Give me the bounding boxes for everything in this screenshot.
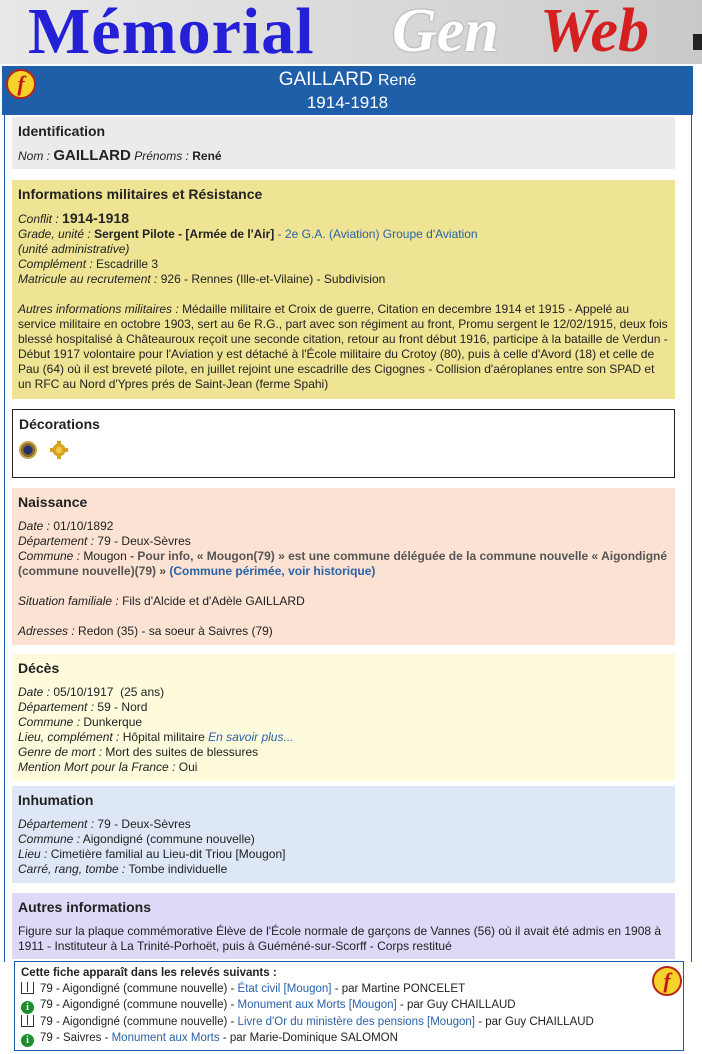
lieu-value: Cimetière familial au Lieu-dit Triou [Mougon] (50, 847, 286, 861)
deces-date-line (18, 685, 669, 700)
section-title: Inhumation (18, 792, 94, 808)
releve-row (21, 981, 677, 997)
commune-history-link[interactable]: (Commune périmée, voir historique) (169, 564, 376, 578)
deces-section (12, 654, 675, 781)
date-label: Date : (18, 519, 51, 533)
complement-value: Escadrille 3 (96, 257, 159, 271)
mention-value: Oui (178, 760, 198, 774)
dept-value: 59 - Nord (97, 700, 148, 714)
carre-label: Carré, rang, tombe : (18, 862, 126, 876)
section-title: Naissance (18, 494, 88, 510)
nom-label: Nom : (18, 149, 51, 163)
inhumation-section (12, 786, 675, 883)
autres-text: Figure sur la plaque commémorative Élève de l'École normale de garçons de Vannes (56) où il avait été admis en 1908 à 1911 - Instituteur à La Trinité-Porhoët, puis à Guéméné-sur-Scorff - Corps restitué (18, 924, 662, 953)
grade-value: Sergent Pilote - [Armée de l'Air] (94, 227, 275, 241)
matricule-line (18, 272, 669, 287)
releve-link[interactable]: Monument aux Morts (111, 1032, 220, 1044)
situation-label: Situation familiale : (18, 594, 119, 608)
releve-place: 79 - Aigondigné (commune nouvelle) - (40, 1016, 235, 1028)
date-label: Date : (18, 685, 51, 699)
mention-label: Mention Mort pour la France : (18, 760, 176, 774)
date-value: 01/10/1892 (53, 519, 114, 533)
record-years: 1914-1918 (306, 93, 389, 112)
lieu-value: Hôpital militaire (122, 730, 205, 744)
releve-row (21, 1030, 677, 1047)
inhum-dept-line (18, 817, 669, 832)
conflit-value: 1914-1918 (62, 210, 129, 226)
lieu-label: Lieu, complément : (18, 730, 120, 744)
identification-section (12, 117, 675, 169)
dept-value: 79 - Deux-Sèvres (97, 817, 191, 831)
facebook-icon[interactable]: f (652, 966, 682, 996)
dept-label: Département : (18, 817, 95, 831)
releve-author: - par Martine PONCELET (334, 983, 466, 995)
releves-box (14, 961, 684, 1051)
section-title: Décorations (19, 416, 100, 432)
military-section (12, 180, 675, 399)
complement-line (18, 257, 669, 272)
releve-row (21, 997, 677, 1014)
en-savoir-plus-link[interactable]: En savoir plus... (208, 730, 294, 744)
autres-informations-section (12, 893, 675, 959)
mention-line (18, 760, 669, 775)
banner-edge-mark (693, 34, 702, 50)
carre-value: Tombe individuelle (128, 862, 228, 876)
adresses-line (18, 624, 669, 639)
dept-label: Département : (18, 534, 95, 548)
adresses-value: Redon (35) - sa soeur à Saivres (79) (78, 624, 273, 638)
inhum-commune-line (18, 832, 669, 847)
facebook-icon[interactable]: f (6, 69, 36, 99)
unit-note: (unité administrative) (18, 242, 130, 256)
autres-militaire-line (18, 302, 669, 392)
autres-militaire-label: Autres informations militaires : (18, 302, 179, 316)
conflit-line (18, 211, 669, 227)
record-first-name: René (378, 72, 417, 89)
releves-title: Cette fiche apparaît dans les relevés suivants : (21, 967, 277, 979)
banner-memorial-text: Mémorial (28, 0, 315, 64)
deces-commune-line (18, 715, 669, 730)
commune-label: Commune : (18, 549, 81, 563)
record-name (2, 69, 693, 91)
genre-value: Mort des suites de blessures (105, 745, 259, 759)
decorations-section (12, 409, 675, 478)
record-header (2, 66, 693, 115)
complement-label: Complément : (18, 257, 93, 271)
nom-value: GAILLARD (53, 147, 131, 164)
situation-line (18, 594, 669, 609)
naissance-date-line (18, 519, 669, 534)
releve-place: 79 - Aigondigné (commune nouvelle) - (40, 983, 235, 995)
grade-line (18, 227, 669, 242)
releve-link[interactable]: État civil [Mougon] (237, 983, 332, 995)
genre-line (18, 745, 669, 760)
section-title: Informations militaires et Résistance (18, 186, 263, 202)
dept-label: Département : (18, 700, 95, 714)
inhum-lieu-line (18, 847, 669, 862)
deces-dept-line (18, 700, 669, 715)
commune-label: Commune : (18, 715, 81, 729)
releves-list (21, 981, 677, 1047)
matricule-label: Matricule au recrutement : (18, 272, 158, 286)
releve-link[interactable]: Monument aux Morts [Mougon] (237, 999, 397, 1011)
section-title: Autres informations (18, 899, 152, 915)
site-banner[interactable] (0, 0, 702, 64)
releve-row (21, 1014, 677, 1030)
releve-link[interactable]: Livre d'Or du ministère des pensions [Mougon] (237, 1016, 475, 1028)
releve-place: 79 - Saivres - (40, 1032, 109, 1044)
identification-line (18, 148, 669, 164)
banner-gen-text: Gen (392, 0, 499, 64)
info-icon[interactable]: i (21, 1001, 34, 1014)
info-icon[interactable]: i (21, 1034, 34, 1047)
conflit-label: Conflit : (18, 212, 59, 226)
section-title: Identification (18, 123, 106, 139)
releve-author: - par Marie-Dominique SALOMON (222, 1032, 398, 1044)
unit-link[interactable]: - 2e G.A. (Aviation) Groupe d'Aviation (277, 227, 478, 241)
commune-value: Mougon (83, 549, 127, 563)
dept-value: 79 - Deux-Sèvres (97, 534, 191, 548)
section-title: Décès (18, 660, 60, 676)
croix-de-guerre-icon[interactable] (50, 441, 68, 459)
situation-value: Fils d'Alcide et d'Adèle GAILLARD (122, 594, 305, 608)
inhum-carre-line (18, 862, 669, 877)
naissance-dept-line (18, 534, 669, 549)
commune-value: Aigondigné (commune nouvelle) (82, 832, 255, 846)
matricule-value: 926 - Rennes (Ille-et-Vilaine) - Subdivision (160, 272, 386, 286)
commune-label: Commune : (18, 832, 81, 846)
releve-author: - par Guy CHAILLAUD (478, 1016, 594, 1028)
autres-militaire-value: Médaille militaire et Croix de guerre, Citation en decembre 1914 et 1915 - Appelé au service militaire en octobre 1903, sert au 6e R.G., part avec son régiment au front, Promu sergent le 12/02/1915, deux fois blessé hospitalisé à Châteauroux reçoit une seconde citation, retour au front début 1916, participe à la bataille de Verdun - Début 1917 volontaire pour l'Aviation y est détaché à l'École militaire du Crotoy (80), puis à celle d'Avord (18) et celle de Pau (64) où il est breveté pilote, en juillet rejoint une escadrille des Cigognes - Collision d'aéroplanes entre son SPAD et un RFC au Nord d'Ypres prés de Saint-Jean (ferme Spahi) (18, 302, 668, 391)
medaille-militaire-icon[interactable] (19, 441, 37, 459)
book-icon[interactable] (21, 982, 34, 994)
genre-label: Genre de mort : (18, 745, 103, 759)
adresses-label: Adresses : (18, 624, 75, 638)
naissance-section (12, 488, 675, 645)
date-value: 05/10/1917 (25 ans) (53, 685, 165, 699)
lieu-label: Lieu : (18, 847, 48, 861)
decorations-list (19, 441, 668, 459)
deces-lieu-line (18, 730, 669, 745)
commune-value: Dunkerque (83, 715, 143, 729)
book-icon[interactable] (21, 1015, 34, 1027)
naissance-commune-line (18, 549, 669, 579)
releve-place: 79 - Aigondigné (commune nouvelle) - (40, 999, 235, 1011)
prenoms-value: René (192, 149, 222, 163)
grade-label: Grade, unité : (18, 227, 91, 241)
prenoms-label: Prénoms : (134, 149, 189, 163)
commune-info: - Pour info, « Mougon(79) » est une commune déléguée de la commune nouvelle « Aigondigné (commune nouvelle)(79) » (18, 549, 668, 578)
releve-author: - par Guy CHAILLAUD (399, 999, 516, 1011)
record-last-name: GAILLARD (278, 69, 373, 90)
banner-web-text: Web (540, 0, 650, 64)
